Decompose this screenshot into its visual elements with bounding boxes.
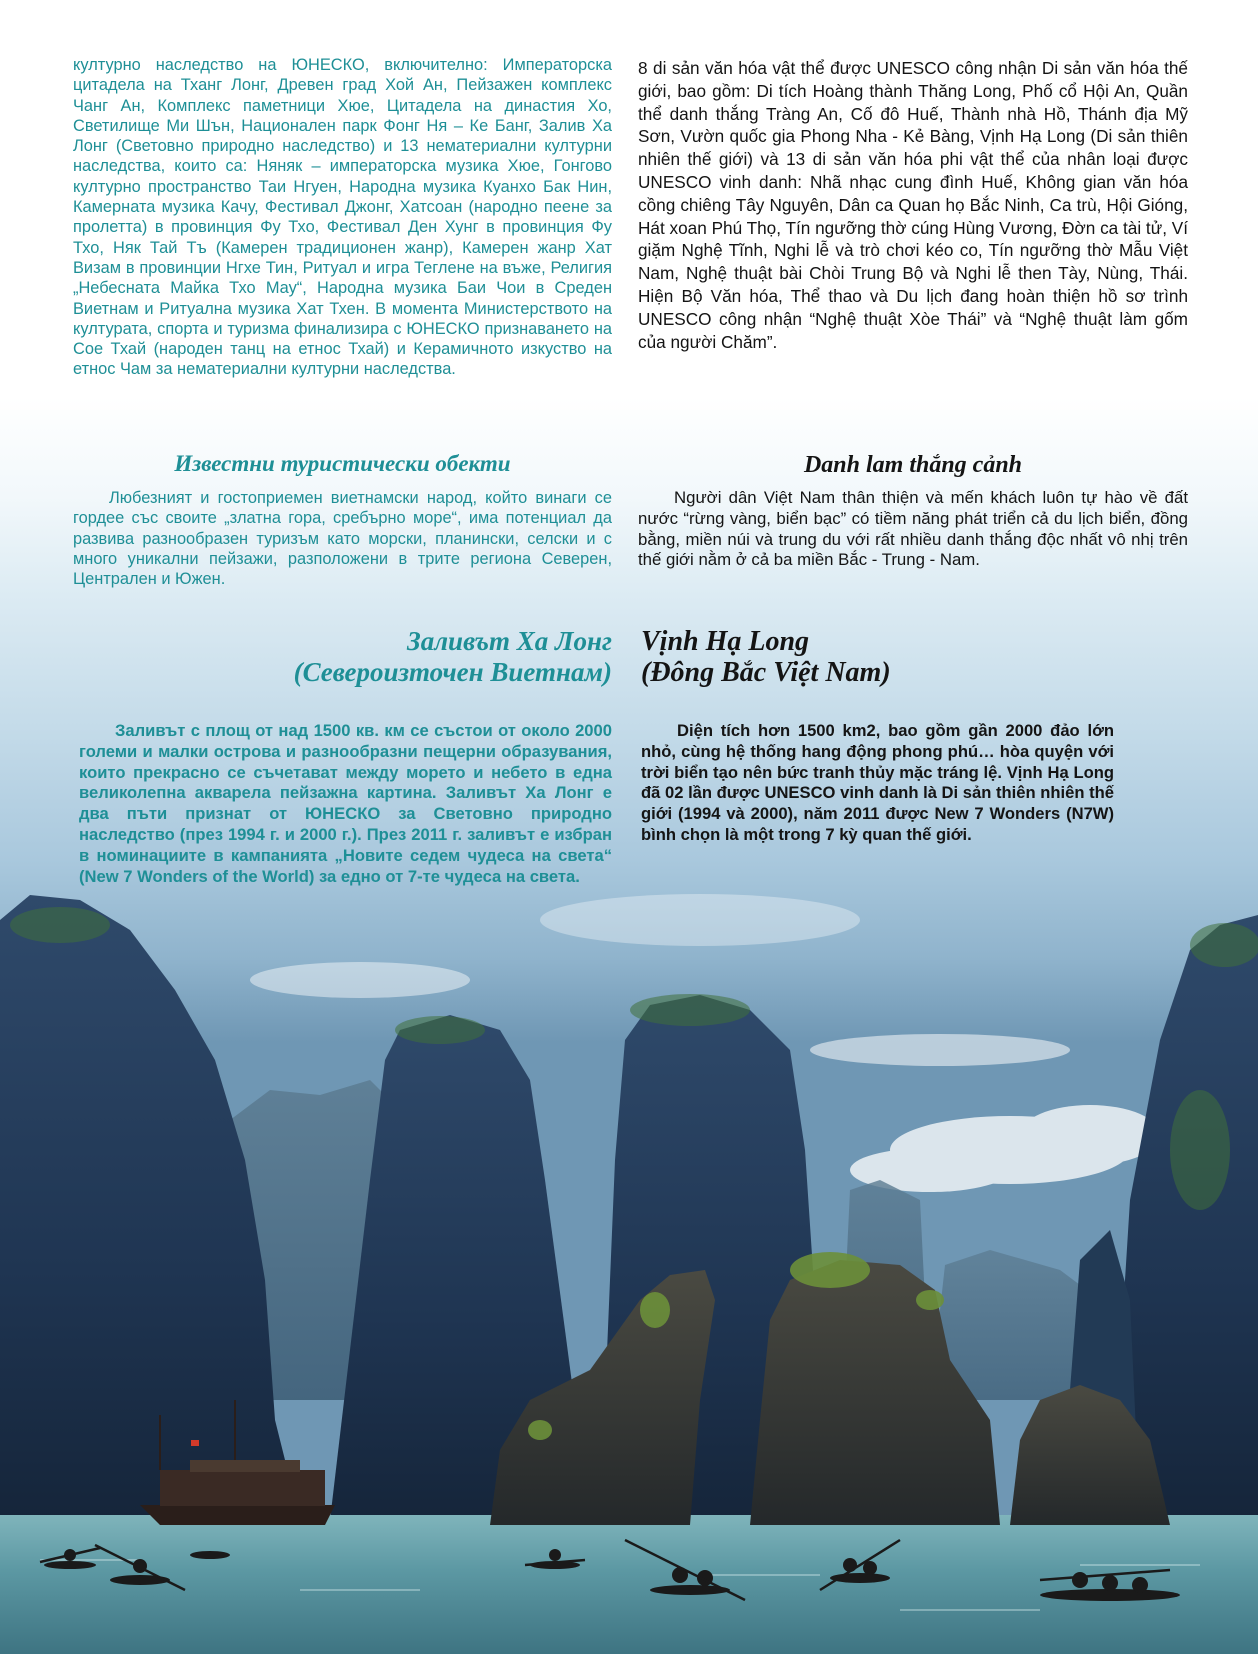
intro-paragraph-vietnamese: 8 di sản văn hóa vật thể được UNESCO công nhận Di sản văn hóa thế giới, bao gồm: Di tích Hoàng thành Thăng Long, Phố cổ Hội An, Quần thể danh thắng Tràng An, Cố đô Huế, Thành nhà Hồ, Thánh địa Mỹ Sơn, Vườn quốc gia Phong Nha - Kẻ Bàng, Vịnh Hạ Long (Di sản thiên nhiên thế giới) và 13 di sản văn hóa phi vật thể của nhân loại được UNESCO vinh danh: Nhã nhạc cung đình Huế, Không gian văn hóa cồng chiêng Tây Nguyên, Dân ca Quan họ Bắc Ninh, Ca trù, Hội Gióng, Hát xoan Phú Thọ, Tín ngưỡng thờ cúng Hùng Vương, Đờn ca tài tử, Ví giặm Nghệ Tĩnh, Nghi lễ và trò chơi kéo co, Tín ngưỡng thờ Mẫu Việt Nam, Nghệ thuật bài Chòi Trung Bộ và Nghi lễ then Tày, Nùng, Thái. Hiện Bộ Văn hóa, Thể thao và Du lịch đang hoàn thiện hồ sơ trình UNESCO công nhận “Nghệ thuật Xòe Thái” và “Nghệ thuật làm gốm của người Chăm”. (638, 58, 1189, 352)
sea (0, 1515, 1258, 1654)
intro-paragraph-bulgarian: културно наследство на ЮНЕСКО, включително: Императорска цитадела на Тханг Лонг, Древен град Хой Ан, Пейзажен комплекс Чанг Ан, Комплекс паметници Хюе, Цитадела на династия Хо, Светилище Ми Шън, Национален парк Фонг Ня – Ке Банг, Залив Ха Лонг (Световно природно наследство) и 13 нематериални културни наследства, които са: Няняк – императорска музика Хюе, Гонгово културно пространство Таи Нгуен, Народна музика Куанхо Бак Нин, Камерната музика Качу, Фестивал Джонг, Хатсоан (народно пеене за пролетта) в провинция Фу Тхо, Фестивал Ден Хунг в провинция Фу Тхо, Няк Тай Тъ (Камерен традиционен жанр), Камерен жанр Хат Визам в провинции Нгхе Тин, Ритуал и игра Теглене на въже, Религия „Небесната Майка Тхо Мау“, Народна музика Баи Чои в Среден Виетнам и Ритуална музика Хат Тхен. В момента Министерството на културата, спорта и туризма финализира с ЮНЕСКО признаването на Сое Тхай (народен танц на етнос Тхай) и Керамичното изкуство на етнос Чам за нематериални културни наследства. (73, 56, 612, 379)
section-paragraph-bulgarian: Любезният и гостоприемен виетнамски народ, който винаги се гордее със своите „златна гора, сребърно море“, има потенциал да развива разнообразен туризъм като морски, планински, селски и с много уникални пейзажи, разположени в трите региона Северен, Централен и Южен. (73, 489, 612, 589)
halong-paragraph-bulgarian: Заливът с площ от над 1500 кв. км се състои от около 2000 големи и малки острова и разнообразни пещерни образувания, които прекрасно се съчетават между морето и небето в една великолепна акварела пейзажна картина. Заливът Ха Лонг е два пъти признат от ЮНЕСКО за Световно природно наследство (през 1994 г. и 2000 г.). През 2011 г. заливът е избран в номинациите в кампанията „Новите седем чудеса на света“ (New 7 Wonders of the World) за едно от 7-те чудеса на света. (79, 721, 612, 886)
halong-paragraph-vietnamese: Diện tích hơn 1500 km2, bao gồm gần 2000 đảo lớn nhỏ, cùng hệ thống hang động phong phú… hòa quyện với trời biển tạo nên bức tranh thủy mặc tráng lệ. Vịnh Hạ Long đã 02 lần được UNESCO vinh danh là Di sản thiên nhiên thế giới (1994 và 2000), năm 2011 được New 7 Wonders (N7W) bình chọn là một trong 7 kỳ quan thế giới. (641, 721, 1114, 844)
halong-heading-bulgarian-line1: Заливът Ха Лонг (406, 626, 612, 656)
halong-heading-bulgarian-line2: (Североизточен Виетнам) (293, 657, 612, 687)
halong-heading-vietnamese (641, 626, 1191, 688)
halong-heading-bulgarian (73, 626, 612, 688)
section-heading-bulgarian: Известни туристически обекти (174, 451, 511, 476)
section-paragraph-vietnamese: Người dân Việt Nam thân thiện và mến khách luôn tự hào về đất nước “rừng vàng, biển bạc” có tiềm năng phát triển cả du lịch biển, đồng bằng, miền núi và trung du với rất nhiều danh thắng độc nhất vô nhị trên thế giới nằm ở cả ba miền Bắc - Trung - Nam. (638, 488, 1188, 570)
section-heading-vietnamese: Danh lam thắng cảnh (803, 452, 1023, 478)
halong-heading-vietnamese-line2: (Đông Bắc Việt Nam) (641, 657, 891, 688)
halong-heading-vietnamese-line1: Vịnh Hạ Long (641, 626, 810, 657)
